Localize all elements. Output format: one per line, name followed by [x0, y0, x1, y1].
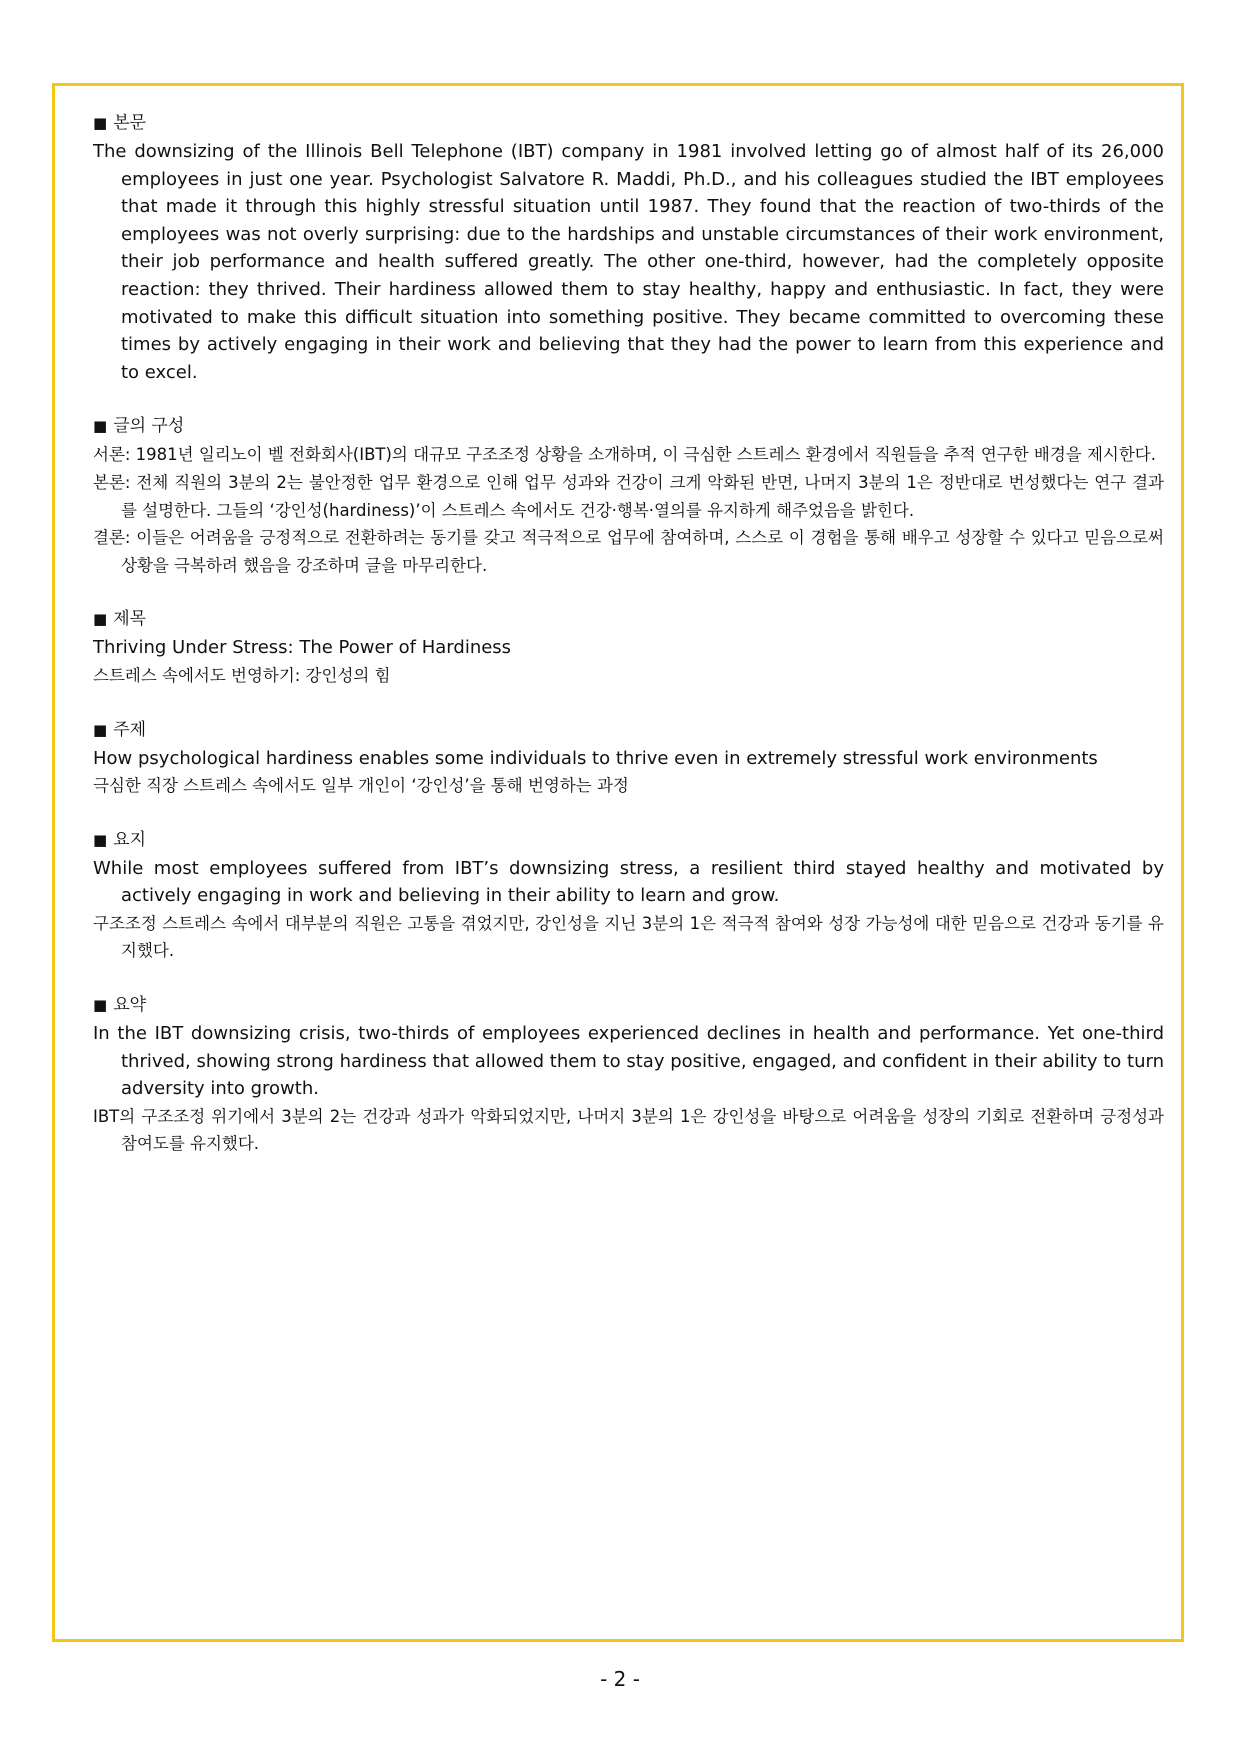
- gist-korean: 구조조정 스트레스 속에서 대부분의 직원은 고통을 겪었지만, 강인성을 지닌 3분의 1은 적극적 참여와 성장 가능성에 대한 믿음으로 건강과 동기를 유지했다.: [93, 913, 1164, 961]
- heading-text: 요지: [113, 829, 147, 850]
- heading-text: 글의 구성: [113, 416, 185, 437]
- structure-conclusion: 결론: 이들은 어려움을 긍정적으로 전환하려는 동기를 갖고 적극적으로 업무에 참여하며, 스스로 이 경험을 통해 배우고 성장할 수 있다고 믿음으로써 상황을 극복하려 했음을 강조하며 글을 마무리한다.: [93, 528, 1164, 575]
- page-number: - 2 -: [600, 1667, 640, 1691]
- theme-korean: 극심한 직장 스트레스 속에서도 일부 개인이 ‘강인성’을 통해 번영하는 과정: [93, 776, 629, 796]
- square-bullet-icon: ■: [93, 610, 108, 629]
- structure-main: 본론: 전체 직원의 3분의 2는 불안정한 업무 환경으로 인해 업무 성과와 건강이 크게 악화된 반면, 나머지 3분의 1은 정반대로 번성했다는 연구 결과를 설명한다. 그들의 ‘강인성(hardiness)’이 스트레스 속에서도 건강·행복·열의를 유지하게 해주었음을 밝힌다.: [93, 472, 1164, 520]
- section-gist: [93, 827, 1164, 965]
- document-content: [93, 110, 1164, 1185]
- heading-text: 본문: [113, 113, 147, 133]
- section-heading: [93, 110, 1164, 136]
- square-bullet-icon: ■: [93, 417, 108, 436]
- section-structure: [93, 413, 1164, 579]
- section-heading: [93, 992, 1164, 1018]
- title-english: Thriving Under Stress: The Power of Hardiness: [93, 637, 512, 659]
- square-bullet-icon: ■: [93, 720, 108, 739]
- heading-text: 제목: [113, 609, 147, 630]
- theme-english: How psychological hardiness enables some individuals to thrive even in extremely stressful work environments: [93, 747, 1098, 769]
- structure-intro: 서론: 1981년 일리노이 벨 전화회사(IBT)의 대규모 구조조정 상황을 소개하며, 이 극심한 스트레스 환경에서 직원들을 추적 연구한 배경을 제시한다.: [93, 445, 1156, 465]
- body-paragraph: The downsizing of the Illinois Bell Telephone (IBT) company in 1981 involved letting go of almost half of its 26,000 employees in just one year. Psychologist Salvatore R. Maddi, Ph.D., and his colleagues studied the IBT employees that made it through this highly stressful situation until 1987. They found that the reaction of two-thirds of the employees was not overly surprising: due to the hardships and unstable circumstances of their work environment, their job performance and health suffered greatly. The other one-third, however, had the completely opposite reaction: they thrived. Their hardiness allowed them to stay healthy, happy and enthusiastic. In fact, they were motivated to make this difficult situation into something positive. They became committed to overcoming these times by actively engaging in their work and believing that they had the power to learn from this experience and to excel.: [93, 141, 1164, 383]
- square-bullet-icon: ■: [93, 114, 108, 132]
- section-heading: [93, 413, 1164, 439]
- section-heading: [93, 606, 1164, 632]
- summary-korean: IBT의 구조조정 위기에서 3분의 2는 건강과 성과가 악화되었지만, 나머지 3분의 1은 강인성을 바탕으로 어려움을 성장의 기회로 전환하며 긍정성과 참여도를 유지했다.: [93, 1106, 1164, 1154]
- heading-text: 요약: [113, 995, 147, 1016]
- section-theme: [93, 717, 1164, 800]
- gist-english: While most employees suffered from IBT’s downsizing stress, a resilient third stayed healthy and motivated by actively engaging in work and believing in their ability to learn and grow.: [93, 857, 1164, 907]
- section-heading: [93, 717, 1164, 743]
- title-korean: 스트레스 속에서도 번영하기: 강인성의 힘: [93, 665, 391, 685]
- section-body: [93, 110, 1164, 386]
- square-bullet-icon: ■: [93, 996, 108, 1015]
- section-summary: [93, 992, 1164, 1158]
- heading-text: 주제: [113, 719, 147, 740]
- section-title: [93, 606, 1164, 689]
- square-bullet-icon: ■: [93, 830, 108, 849]
- section-heading: [93, 827, 1164, 853]
- summary-english: In the IBT downsizing crisis, two-thirds of employees experienced declines in health and performance. Yet one-third thrived, showing strong hardiness that allowed them to stay positive, engaged, and confident in their ability to turn adversity into growth.: [93, 1023, 1164, 1100]
